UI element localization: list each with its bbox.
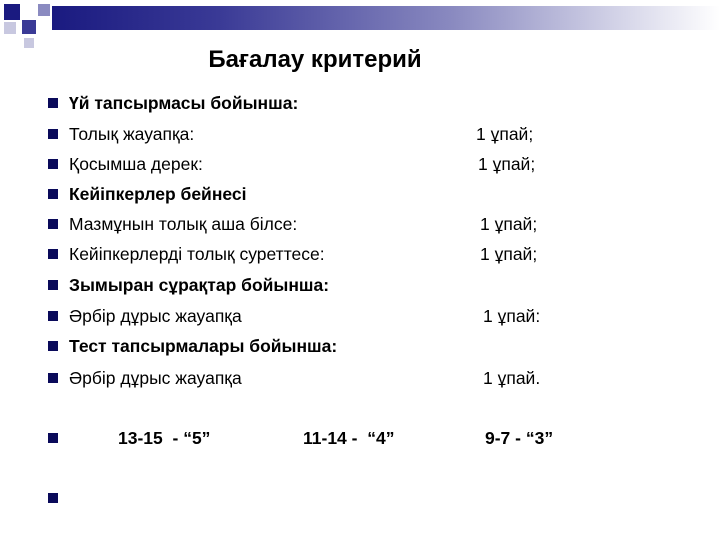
list-item-label: Кейіпкерлер бейнесі bbox=[69, 184, 247, 204]
bullet-square-icon bbox=[48, 159, 58, 169]
list-item bbox=[48, 92, 708, 114]
grade-range: 9-7 bbox=[485, 428, 511, 448]
list-item-value: 1 ұпай. bbox=[483, 368, 541, 388]
page-title: Бағалау критерий bbox=[208, 46, 422, 73]
bullet-square-icon bbox=[48, 433, 58, 443]
list-item-empty bbox=[48, 487, 708, 509]
bullet-square-icon bbox=[48, 219, 58, 229]
list-item-label: Тест тапсырмалары бойынша: bbox=[69, 336, 338, 356]
list-item-label: Зымыран сұрақтар бойынша: bbox=[69, 275, 330, 295]
list-item-value: 1 ұпай; bbox=[476, 124, 534, 144]
grade-3: 9-7 - “3” bbox=[485, 428, 554, 448]
list-item bbox=[48, 243, 708, 265]
list-item bbox=[48, 183, 708, 205]
list-item-label: Толық жауапқа: bbox=[69, 124, 195, 144]
grade-4: 11-14 - “4” bbox=[303, 428, 395, 448]
list-item bbox=[48, 213, 708, 235]
bullet-square-icon bbox=[48, 373, 58, 383]
list-item bbox=[48, 123, 708, 145]
grade-range: 13-15 bbox=[118, 428, 163, 448]
decor-square-4 bbox=[4, 22, 16, 34]
grade-mark: “5” bbox=[183, 428, 211, 448]
decor-square-3 bbox=[38, 4, 50, 16]
list-item bbox=[48, 274, 708, 296]
grade-5: 13-15 - “5” bbox=[118, 428, 211, 448]
grade-scale bbox=[48, 427, 708, 449]
list-item bbox=[48, 367, 708, 389]
list-item bbox=[48, 153, 708, 175]
list-item bbox=[48, 335, 708, 357]
grade-range: 11-14 bbox=[303, 428, 347, 448]
list-item-value: 1 ұпай; bbox=[478, 154, 536, 174]
bullet-square-icon bbox=[48, 98, 58, 108]
bullet-square-icon bbox=[48, 129, 58, 139]
list-item-label: Қосымша дерек: bbox=[69, 154, 203, 174]
list-item-value: 1 ұпай; bbox=[480, 244, 538, 264]
list-item-label: Әрбір дұрыс жауапқа bbox=[69, 368, 242, 388]
list-item-value: 1 ұпай; bbox=[480, 214, 538, 234]
bullet-square-icon bbox=[48, 249, 58, 259]
list-item-value: 1 ұпай: bbox=[483, 306, 541, 326]
list-item-label: Әрбір дұрыс жауапқа bbox=[69, 306, 242, 326]
list-item-label: Үй тапсырмасы бойынша: bbox=[69, 93, 299, 113]
decor-square-2 bbox=[22, 20, 36, 34]
bullet-square-icon bbox=[48, 341, 58, 351]
grade-mark: “3” bbox=[525, 428, 554, 448]
bullet-square-icon bbox=[48, 493, 58, 503]
decor-square-1 bbox=[4, 4, 20, 20]
list-item-label: Кейіпкерлерді толық суреттесе: bbox=[69, 244, 325, 264]
bullet-square-icon bbox=[48, 280, 58, 290]
decor-gradient-bar bbox=[52, 6, 720, 30]
bullet-square-icon bbox=[48, 311, 58, 321]
list-item-label: Мазмұнын толық аша білсе: bbox=[69, 214, 298, 234]
list-item bbox=[48, 305, 708, 327]
grade-mark: “4” bbox=[367, 428, 395, 448]
bullet-square-icon bbox=[48, 189, 58, 199]
